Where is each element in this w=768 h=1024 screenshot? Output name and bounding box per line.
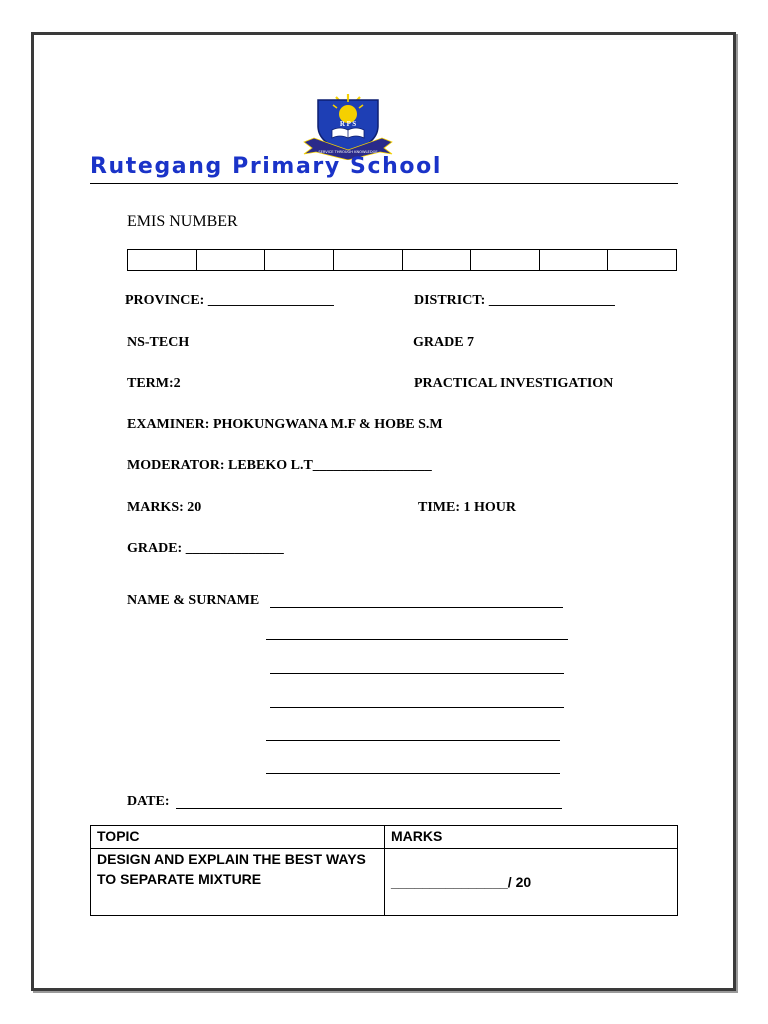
emis-box[interactable]: [197, 250, 266, 270]
crest-initials: R P S: [339, 120, 357, 128]
marks-total: / 20: [507, 874, 532, 890]
emis-box[interactable]: [608, 250, 676, 270]
topic-header: TOPIC: [91, 826, 385, 849]
district-field: DISTRICT: __________________: [414, 293, 615, 308]
emis-box[interactable]: [403, 250, 472, 270]
emis-box[interactable]: [540, 250, 609, 270]
marks-cell[interactable]: [385, 849, 678, 916]
school-crest-logo: [300, 92, 396, 160]
date-line[interactable]: [176, 808, 562, 809]
grade-label: GRADE 7: [413, 335, 475, 350]
name-line[interactable]: [266, 740, 560, 741]
name-line[interactable]: [266, 639, 568, 640]
task-label: PRACTICAL INVESTIGATION: [414, 376, 614, 391]
emis-box[interactable]: [265, 250, 334, 270]
marks-header: MARKS: [385, 826, 678, 849]
table-header-row: [91, 826, 678, 849]
name-line[interactable]: [266, 773, 560, 774]
name-line[interactable]: [270, 673, 564, 674]
name-surname-label: NAME & SURNAME: [127, 593, 260, 608]
topic-marks-table: [90, 825, 678, 916]
table-row: [91, 849, 678, 916]
topic-cell: [91, 849, 385, 916]
crest-motto: SERVICE THROUGH KNOWLEDGE: [318, 150, 378, 154]
province-field: PROVINCE: __________________: [125, 293, 334, 308]
moderator-field: MODERATOR: LEBEKO L.T_________________: [127, 458, 432, 473]
date-label: DATE:: [127, 794, 170, 809]
topic-line-1: DESIGN AND EXPLAIN THE BEST WAYS: [97, 851, 366, 867]
header-rule: [90, 183, 678, 184]
examiner-label: EXAMINER: PHOKUNGWANA M.F & HOBE S.M: [127, 417, 443, 432]
marks-blank[interactable]: _______________: [391, 874, 508, 890]
emis-box[interactable]: [471, 250, 540, 270]
name-surname-line[interactable]: [270, 607, 563, 608]
emis-box[interactable]: [128, 250, 197, 270]
grade-blank-field: GRADE: ______________: [127, 541, 284, 556]
name-line[interactable]: [270, 707, 564, 708]
marks-label: MARKS: 20: [127, 500, 202, 515]
subject-label: NS-TECH: [127, 335, 190, 350]
emis-box[interactable]: [334, 250, 403, 270]
emis-number-boxes[interactable]: [127, 249, 677, 271]
term-label: TERM:2: [127, 376, 181, 391]
emis-label: EMIS NUMBER: [127, 213, 238, 230]
topic-line-2: TO SEPARATE MIXTURE: [97, 871, 262, 887]
time-label: TIME: 1 HOUR: [418, 500, 516, 515]
school-name: Rutegang Primary School: [90, 154, 442, 179]
